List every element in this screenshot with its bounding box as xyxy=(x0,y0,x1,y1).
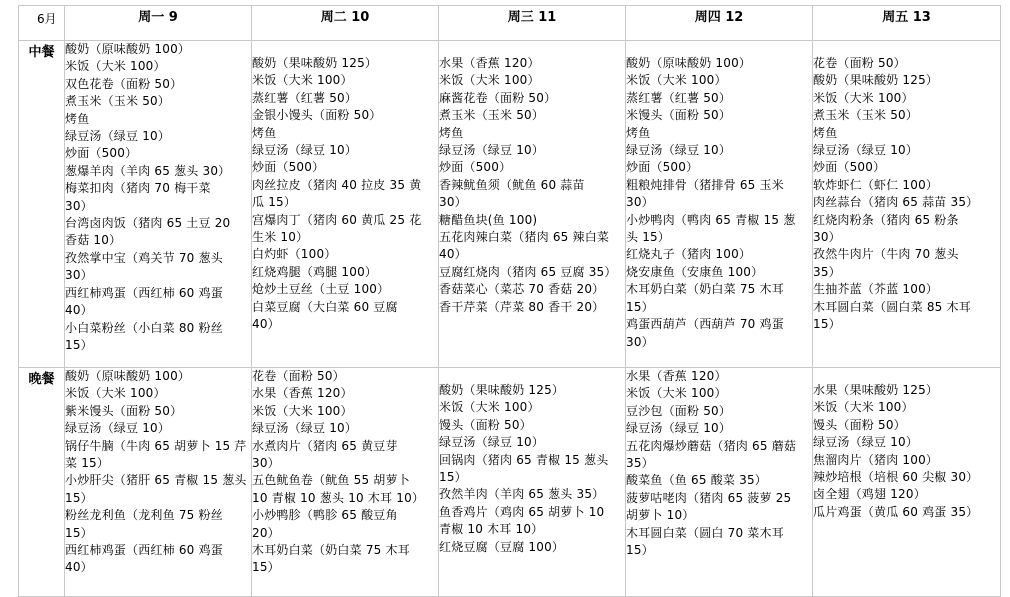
menu-line: 水煮肉片（猪肉 65 黄豆芽 xyxy=(252,438,398,453)
day-header-thu: 周四 12 xyxy=(626,6,813,41)
dinner-row xyxy=(19,368,1001,597)
menu-line: 麻酱花卷（面粉 50） xyxy=(439,90,557,105)
menu-line: 小白菜粉丝（小白菜 80 粉丝 xyxy=(65,320,223,335)
menu-line: 30） xyxy=(65,268,93,283)
menu-cell xyxy=(65,41,252,368)
menu-line: 20） xyxy=(252,525,280,540)
menu-line: 紫米馒头（面粉 50） xyxy=(65,403,183,418)
menu-line: 白菜豆腐（大白菜 60 豆腐 xyxy=(252,299,398,314)
menu-line: 香菇 10） xyxy=(65,233,122,248)
menu-line: 台湾卤肉饭（猪肉 65 土豆 20 xyxy=(65,216,231,231)
menu-line: 粉丝龙利鱼（龙利鱼 75 粉丝 xyxy=(65,508,223,523)
menu-line: 孜然掌中宝（鸡关节 70 葱头 xyxy=(65,250,223,265)
menu-line: 金银小馒头（面粉 50） xyxy=(252,108,382,123)
menu-line: 肉丝拉皮（猪肉 40 拉皮 35 黄 xyxy=(252,177,422,192)
menu-line: 40） xyxy=(65,560,93,575)
menu-line: 30） xyxy=(252,456,280,471)
menu-line: 绿豆汤（绿豆 10） xyxy=(65,421,171,436)
menu-line: 酸菜鱼（鱼 65 酸菜 35） xyxy=(626,473,767,488)
menu-line: 馒头（面粉 50） xyxy=(813,417,906,432)
menu-line: 米饭（大米 100） xyxy=(252,73,353,88)
menu-line: 40） xyxy=(252,317,280,332)
menu-line: 水果（香蕉 120） xyxy=(252,386,353,401)
menu-line: 酸奶（原味酸奶 100） xyxy=(65,42,191,56)
menu-line: 五色鱿鱼卷（鱿鱼 55 胡萝卜 xyxy=(252,473,410,488)
menu-line: 菠萝咕咾肉（猪肉 65 菠萝 25 xyxy=(626,490,792,505)
menu-line: 15） xyxy=(65,490,93,505)
menu-line: 水果（香蕉 120） xyxy=(626,369,727,383)
menu-line: 米饭（大米 100） xyxy=(626,386,727,401)
menu-cell xyxy=(439,368,626,597)
menu-line: 红烧豆腐（豆腐 100） xyxy=(439,539,565,554)
meal-label-dinner: 晚餐 xyxy=(19,368,65,597)
menu-line: 西红柿鸡蛋（西红柿 60 鸡蛋 xyxy=(65,543,223,558)
menu-line: 辣炒培根（培根 60 尖椒 30） xyxy=(813,470,979,485)
menu-line: 15） xyxy=(65,337,93,352)
menu-line: 鱼香鸡片（鸡肉 65 胡萝卜 10 xyxy=(439,504,605,519)
menu-line: 炒面（500） xyxy=(252,160,325,175)
menu-line: 白灼虾（100） xyxy=(252,247,337,262)
menu-line: 30） xyxy=(626,334,654,349)
menu-cell xyxy=(252,368,439,597)
menu-line: 水果（香蕉 120） xyxy=(439,56,540,70)
menu-line: 30） xyxy=(626,195,654,210)
menu-line: 五花肉辣白菜（猪肉 65 辣白菜 xyxy=(439,230,610,245)
menu-line: 糖醋鱼块(鱼 100) xyxy=(439,212,538,227)
menu-line: 软炸虾仁（虾仁 100） xyxy=(813,177,939,192)
menu-line: 绿豆汤（绿豆 10） xyxy=(813,435,919,450)
menu-line: 米饭（大米 100） xyxy=(439,73,540,88)
month-label: 6月 xyxy=(19,6,65,41)
menu-line: 孜然牛肉片（牛肉 70 葱头 xyxy=(813,247,959,262)
menu-line: 酸奶（原味酸奶 100） xyxy=(626,56,752,70)
menu-line: 菜 15） xyxy=(65,456,110,471)
menu-line: 胡萝卜 10） xyxy=(626,508,695,523)
menu-line: 馒头（面粉 50） xyxy=(439,417,532,432)
menu-line: 酸奶（果味酸奶 125） xyxy=(252,56,378,70)
menu-line: 鸡蛋西葫芦（西葫芦 70 鸡蛋 xyxy=(626,317,784,332)
menu-cell xyxy=(626,41,813,368)
menu-line: 焦溜肉片（猪肉 100） xyxy=(813,452,939,467)
menu-line: 烧安康鱼（安康鱼 100） xyxy=(626,264,764,279)
menu-line: 红烧丸子（猪肉 100） xyxy=(626,247,752,262)
menu-line: 木耳奶白菜（奶白菜 75 木耳 xyxy=(626,282,784,297)
menu-line: 15） xyxy=(252,560,280,575)
menu-line: 卤全翅（鸡翅 120） xyxy=(813,487,926,502)
menu-line: 煮玉米（玉米 50） xyxy=(813,108,919,123)
menu-line: 35） xyxy=(626,456,654,471)
menu-line: 香干芹菜（芹菜 80 香干 20） xyxy=(439,299,605,314)
menu-line: 五花肉爆炒蘑菇（猪肉 65 蘑菇 xyxy=(626,438,797,453)
menu-line: 绿豆汤（绿豆 10） xyxy=(65,129,171,144)
menu-cell xyxy=(813,41,1001,368)
menu-line: 15） xyxy=(439,470,467,485)
menu-line: 梅菜扣肉（猪肉 70 梅干菜 xyxy=(65,181,211,196)
menu-line: 40） xyxy=(65,303,93,318)
menu-line: 红烧肉粉条（猪肉 65 粉条 xyxy=(813,212,959,227)
menu-line: 豆沙包（面粉 50） xyxy=(626,403,732,418)
menu-line: 米饭（大米 100） xyxy=(65,59,166,74)
menu-line: 头 15） xyxy=(626,230,671,245)
menu-line: 木耳奶白菜（奶白菜 75 木耳 xyxy=(252,543,410,558)
menu-line: 豆腐红烧肉（猪肉 65 豆腐 35） xyxy=(439,264,617,279)
menu-line: 小炒鸭胗（鸭胗 65 酸豆角 xyxy=(252,508,398,523)
menu-line: 15） xyxy=(626,299,654,314)
menu-line: 瓜 15） xyxy=(252,195,297,210)
menu-line: 10 青椒 10 葱头 10 木耳 10） xyxy=(252,490,425,505)
menu-line: 水果（果味酸奶 125） xyxy=(813,383,939,397)
menu-cell xyxy=(252,41,439,368)
menu-line: 生抽芥蓝（芥蓝 100） xyxy=(813,282,939,297)
header-row xyxy=(19,6,1001,41)
menu-line: 烤鱼 xyxy=(252,125,277,140)
menu-line: 绿豆汤（绿豆 10） xyxy=(626,421,732,436)
menu-cell xyxy=(626,368,813,597)
menu-line: 烤鱼 xyxy=(813,125,838,140)
menu-line: 回锅肉（猪肉 65 青椒 15 葱头 xyxy=(439,452,609,467)
menu-line: 米饭（大米 100） xyxy=(65,386,166,401)
menu-cell xyxy=(439,41,626,368)
menu-line: 绿豆汤（绿豆 10） xyxy=(626,143,732,158)
menu-line: 青椒 10 木耳 10） xyxy=(439,522,544,537)
menu-line: 酸奶（果味酸奶 125） xyxy=(813,73,939,88)
menu-line: 40） xyxy=(439,247,467,262)
day-header-fri: 周五 13 xyxy=(813,6,1001,41)
menu-line: 孜然羊肉（羊肉 65 葱头 35） xyxy=(439,487,605,502)
menu-line: 香辣鱿鱼须（鱿鱼 60 蒜苗 xyxy=(439,177,585,192)
menu-line: 蒸红薯（红薯 50） xyxy=(252,90,358,105)
menu-line: 米馒头（面粉 50） xyxy=(626,108,732,123)
menu-line: 蒸红薯（红薯 50） xyxy=(626,90,732,105)
menu-line: 绿豆汤（绿豆 10） xyxy=(439,435,545,450)
menu-line: 煮玉米（玉米 50） xyxy=(439,108,545,123)
menu-line: 炒面（500） xyxy=(626,160,699,175)
day-header-tue: 周二 10 xyxy=(252,6,439,41)
menu-line: 烤鱼 xyxy=(626,125,651,140)
menu-line: 西红柿鸡蛋（西红柿 60 鸡蛋 xyxy=(65,285,223,300)
menu-line: 宫爆肉丁（猪肉 60 黄瓜 25 花 xyxy=(252,212,422,227)
menu-line: 花卷（面粉 50） xyxy=(252,369,345,383)
menu-line: 炒面（500） xyxy=(439,160,512,175)
menu-line: 30） xyxy=(439,195,467,210)
menu-line: 烤鱼 xyxy=(439,125,464,140)
menu-line: 香菇菜心（菜芯 70 香菇 20） xyxy=(439,282,605,297)
menu-line: 绿豆汤（绿豆 10） xyxy=(252,143,358,158)
menu-line: 双色花卷（面粉 50） xyxy=(65,76,183,91)
menu-line: 木耳圆白菜（圆白 70 菜木耳 xyxy=(626,525,784,540)
menu-line: 小炒肝尖（猪肝 65 青椒 15 葱头 xyxy=(65,473,247,488)
menu-line: 炒面（500） xyxy=(813,160,886,175)
menu-line: 15） xyxy=(626,543,654,558)
menu-line: 肉丝蒜台（猪肉 65 蒜苗 35） xyxy=(813,195,979,210)
menu-line: 煮玉米（玉米 50） xyxy=(65,94,171,109)
menu-line: 米饭（大米 100） xyxy=(439,400,540,415)
menu-line: 瓜片鸡蛋（黄瓜 60 鸡蛋 35） xyxy=(813,504,979,519)
menu-line: 米饭（大米 100） xyxy=(813,400,914,415)
menu-line: 小炒鸭肉（鸭肉 65 青椒 15 葱 xyxy=(626,212,796,227)
menu-line: 锅仔牛腩（牛肉 65 胡萝卜 15 芹 xyxy=(65,438,247,453)
day-header-wed: 周三 11 xyxy=(439,6,626,41)
menu-line: 35） xyxy=(813,264,841,279)
menu-line: 生米 10） xyxy=(252,230,309,245)
menu-line: 15） xyxy=(813,317,841,332)
menu-line: 红烧鸡腿（鸡腿 100） xyxy=(252,264,378,279)
menu-line: 粗粮炖排骨（猪排骨 65 玉米 xyxy=(626,177,784,192)
menu-line: 绿豆汤（绿豆 10） xyxy=(439,143,545,158)
menu-cell xyxy=(813,368,1001,597)
menu-line: 烤鱼 xyxy=(65,111,90,126)
menu-line: 30） xyxy=(813,230,841,245)
menu-line: 炝炒土豆丝（土豆 100） xyxy=(252,282,390,297)
menu-line: 30） xyxy=(65,198,93,213)
menu-line: 木耳圆白菜（圆白菜 85 木耳 xyxy=(813,299,971,314)
menu-line: 酸奶（果味酸奶 125） xyxy=(439,383,565,397)
lunch-row xyxy=(19,41,1001,368)
menu-line: 米饭（大米 100） xyxy=(626,73,727,88)
menu-line: 葱爆羊肉（羊肉 65 葱头 30） xyxy=(65,163,231,178)
menu-line: 15） xyxy=(65,525,93,540)
menu-cell xyxy=(65,368,252,597)
day-header-mon: 周一 9 xyxy=(65,6,252,41)
menu-line: 炒面（500） xyxy=(65,146,138,161)
menu-line: 米饭（大米 100） xyxy=(813,90,914,105)
weekly-menu-table xyxy=(18,5,1001,597)
menu-line: 花卷（面粉 50） xyxy=(813,56,906,70)
menu-line: 米饭（大米 100） xyxy=(252,403,353,418)
menu-line: 绿豆汤（绿豆 10） xyxy=(813,143,919,158)
menu-line: 酸奶（原味酸奶 100） xyxy=(65,369,191,383)
menu-line: 绿豆汤（绿豆 10） xyxy=(252,421,358,436)
meal-label-lunch: 中餐 xyxy=(19,41,65,368)
